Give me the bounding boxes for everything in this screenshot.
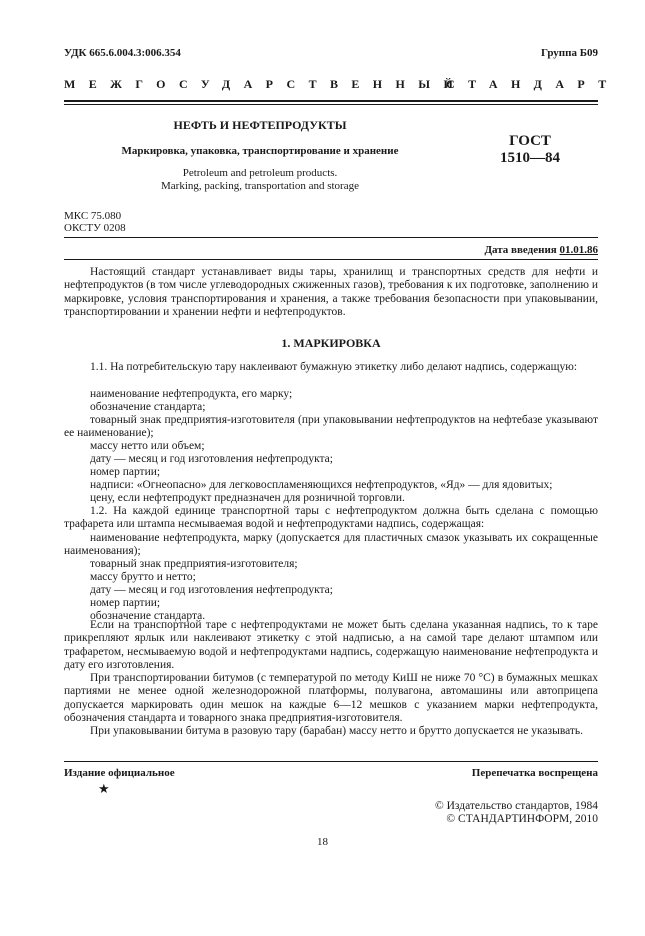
date-rule [64, 259, 598, 260]
paragraph-bitumen-packing: При упаковывании битума в разовую тару (барабан) массу нетто и брутто допускается не указывать. [90, 725, 584, 737]
copyright-2: © СТАНДАРТИНФОРМ, 2010 [446, 813, 598, 825]
codes-rule [64, 237, 598, 238]
list1-item: цену, если нефтепродукт предназначен для розничной торговли. [90, 492, 405, 504]
list1-item: наименование нефтепродукта, его марку; [90, 388, 293, 400]
list2-item: наименование нефтепродукта, марку (допускается для пластичных смазок указывать их сокращенные наименования); [64, 532, 598, 558]
udk-code: УДК 665.6.004.3:006.354 [64, 47, 181, 59]
doc-title-en-1: Petroleum and petroleum products. [182, 167, 338, 179]
list1-item: дату — месяц и год изготовления нефтепродукта; [90, 453, 333, 465]
date-line [484, 244, 598, 257]
standart-heading: СТАНДАРТ [446, 77, 620, 91]
list1-item: номер партии; [90, 466, 161, 478]
list1-item: товарный знак предприятия-изготовителя (при упаковывании нефтепродуктов на нефтебазе указывают ее наименование); [64, 414, 598, 440]
list1-item: массу нетто или объем; [90, 440, 205, 452]
paragraph-label-note: Если на транспортной таре с нефтепродуктами не может быть сделана указанная надпись, то к таре прикрепляют ярлык или наклеивают этикетку с этой надписью, а на самой таре делают штампом или трафаретом, несмываемую водой и нефтепродуктами надпись, содержащую наименование нефтепродукта и дату его изготовления. [64, 619, 598, 672]
mks-code: МКС 75.080 [64, 210, 122, 222]
list1-item: надписи: «Огнеопасно» для легковоспламеняющихся нефтепродуктов, «Яд» — для ядовитых; [90, 479, 553, 491]
date-label: Дата введения [484, 244, 557, 256]
reprint-notice: Перепечатка воспрещена [471, 767, 598, 779]
header-rule-thick [64, 100, 598, 102]
footer-rule [64, 761, 598, 762]
paragraph-bitumen-transport: При транспортировании битумов (с температурой по методу КиШ не ниже 70 °С) в бумажных мешках партиями не менее одной железнодорожной платформы, полувагона, автомашины или автоприцепа допускается маркировать один мешок на каждые 6—12 мешков с указанием марки нефтепродукта, обозначения стандарта и товарного знака предприятия-изготовителя. [64, 672, 598, 725]
group-code: Группа Б09 [541, 47, 598, 59]
okstu-code: ОКСТУ 0208 [64, 222, 126, 234]
date-value: 01.01.86 [559, 244, 598, 256]
doc-title: НЕФТЬ И НЕФТЕПРОДУКТЫ [173, 118, 347, 132]
doc-title-en-2: Marking, packing, transportation and storage [161, 180, 359, 192]
clause-1-1: 1.1. На потребительскую тару наклеивают бумажную этикетку либо делают надпись, содержащую: [90, 361, 578, 373]
intro-paragraph: Настоящий стандарт устанавливает виды тары, хранилищ и транспортных средств для нефти и нефтепродуктов (в том числе углеводородных сжиженных газов), требования к их подготовке, заполнению и маркировке, условия транспортирования и хранения, а также требования безопасности при упаковывании, транспортировании и хранении нефти и нефтепродуктов. [64, 266, 598, 319]
list2-item: номер партии; [90, 597, 161, 609]
list1-item: обозначение стандарта; [90, 401, 206, 413]
gost-label: ГОСТ [509, 133, 551, 149]
clause-1-2: 1.2. На каждой единице транспортной тары с нефтепродуктом должна быть сделана с помощью трафарета или штампа несмываемая водой и нефтепродуктами надпись, содержащая: [64, 505, 598, 531]
list2-item: дату — месяц и год изготовления нефтепродукта; [90, 584, 333, 596]
mezhgos-heading: МЕЖГОСУДАРСТВЕННЫЙ [64, 77, 467, 91]
star-icon: ★ [98, 781, 110, 796]
header-rule-thin [64, 104, 598, 105]
list2-item: товарный знак предприятия-изготовителя; [90, 558, 298, 570]
copyright-1: © Издательство стандартов, 1984 [434, 800, 598, 812]
gost-number: 1510—84 [500, 150, 560, 166]
doc-subtitle: Маркировка, упаковка, транспортирование и хранение [121, 145, 399, 157]
list2-item: обозначение стандарта. [90, 610, 206, 622]
page-number: 18 [317, 836, 328, 848]
section-heading: 1. МАРКИРОВКА [281, 336, 381, 350]
official-edition: Издание официальное [64, 767, 175, 779]
list2-item: массу брутто и нетто; [90, 571, 196, 583]
